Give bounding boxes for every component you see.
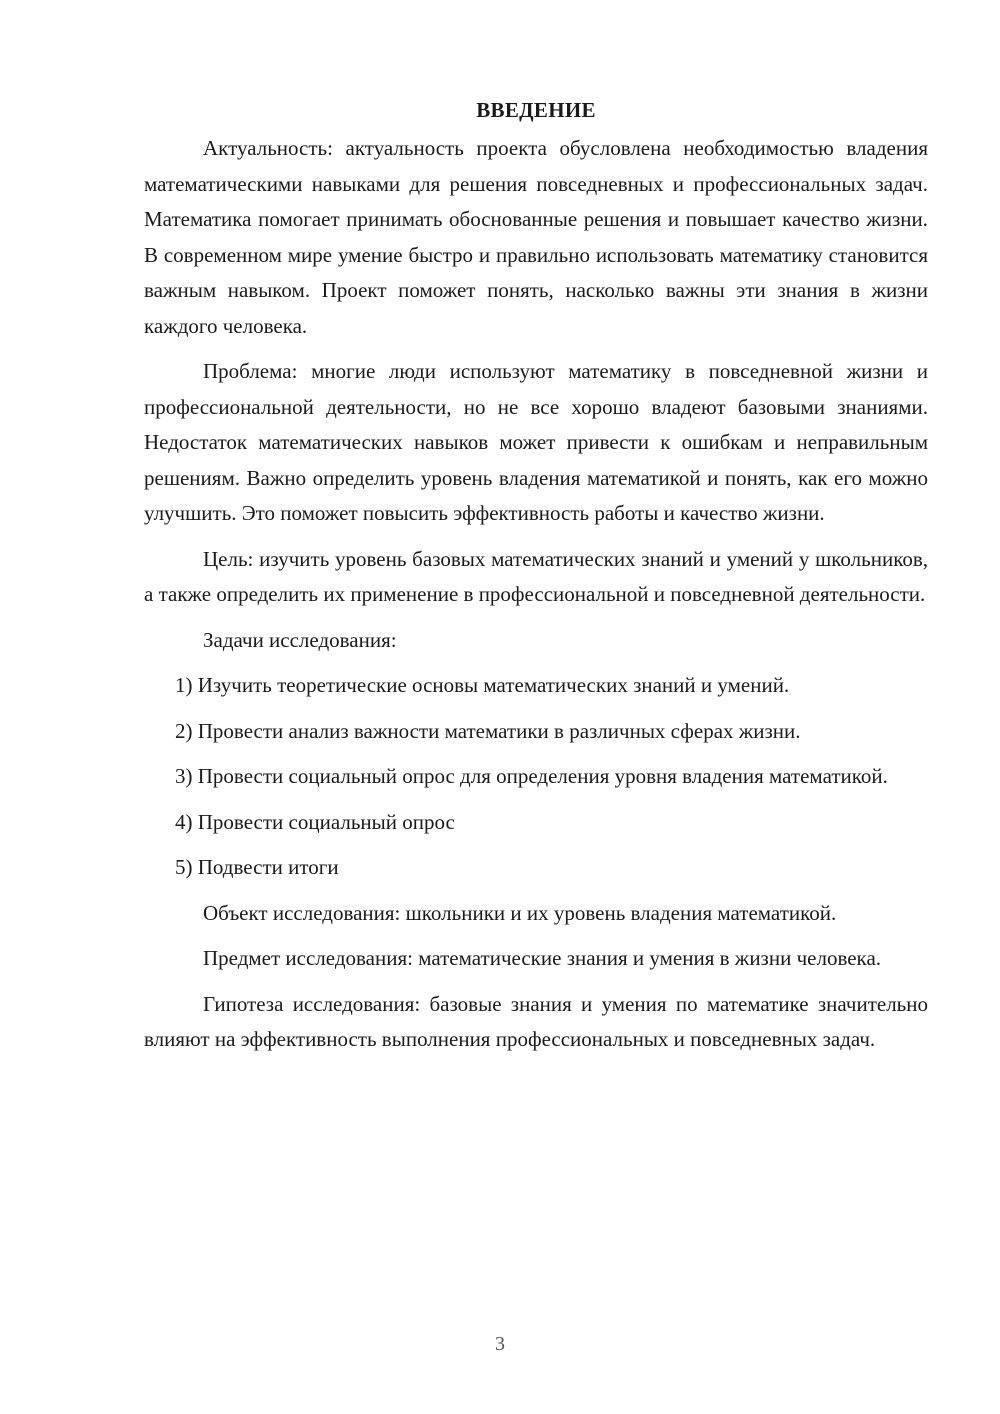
paragraph-object: Объект исследования: школьники и их уровень владения математикой. xyxy=(203,900,837,925)
task-item-2: 2) Провести анализ важности математики в различных сферах жизни. xyxy=(175,718,801,743)
document-page xyxy=(144,95,928,1058)
paragraph-hypothesis: Гипотеза исследования: базовые знания и умения по математике значительно влияют на эффективность выполнения профессиональных и повседневных задач. xyxy=(144,991,928,1051)
paragraph-subject: Предмет исследования: математические знания и умения в жизни человека. xyxy=(203,946,882,970)
page-title: ВВЕДЕНИЕ xyxy=(476,98,596,122)
paragraph-relevance: Актуальность: актуальность проекта обусловлена необходимостью владения математическими навыками для решения повседневных и профессиональных задач. Математика помогает принимать обоснованные решения и повышает качество жизни. В современном мире умение быстро и правильно использовать математику становится важным навыком. Проект поможет понять, насколько важны эти знания в жизни каждого человека. xyxy=(144,136,928,338)
paragraph-problem: Проблема: многие люди используют математику в повседневной жизни и профессиональной деятельности, но не все хорошо владеют базовыми знаниями. Недостаток математических навыков может привести к ошибкам и неправильным решениям. Важно определить уровень владения математикой и понять, как его можно улучшить. Это поможет повысить эффективность работы и качество жизни. xyxy=(144,359,928,525)
page-number: 3 xyxy=(495,1333,505,1355)
task-item-3: 3) Провести социальный опрос для определения уровня владения математикой. xyxy=(175,764,888,788)
task-item-5: 5) Подвести итоги xyxy=(175,855,339,879)
paragraph-goal: Цель: изучить уровень базовых математических знаний и умений у школьников, а также определить их применение в профессиональной и повседневной деятельности. xyxy=(144,546,928,606)
paragraph-tasks-heading: Задачи исследования: xyxy=(203,627,397,652)
task-item-4: 4) Провести социальный опрос xyxy=(175,809,455,834)
task-item-1: 1) Изучить теоретические основы математических знаний и умений. xyxy=(175,673,790,697)
